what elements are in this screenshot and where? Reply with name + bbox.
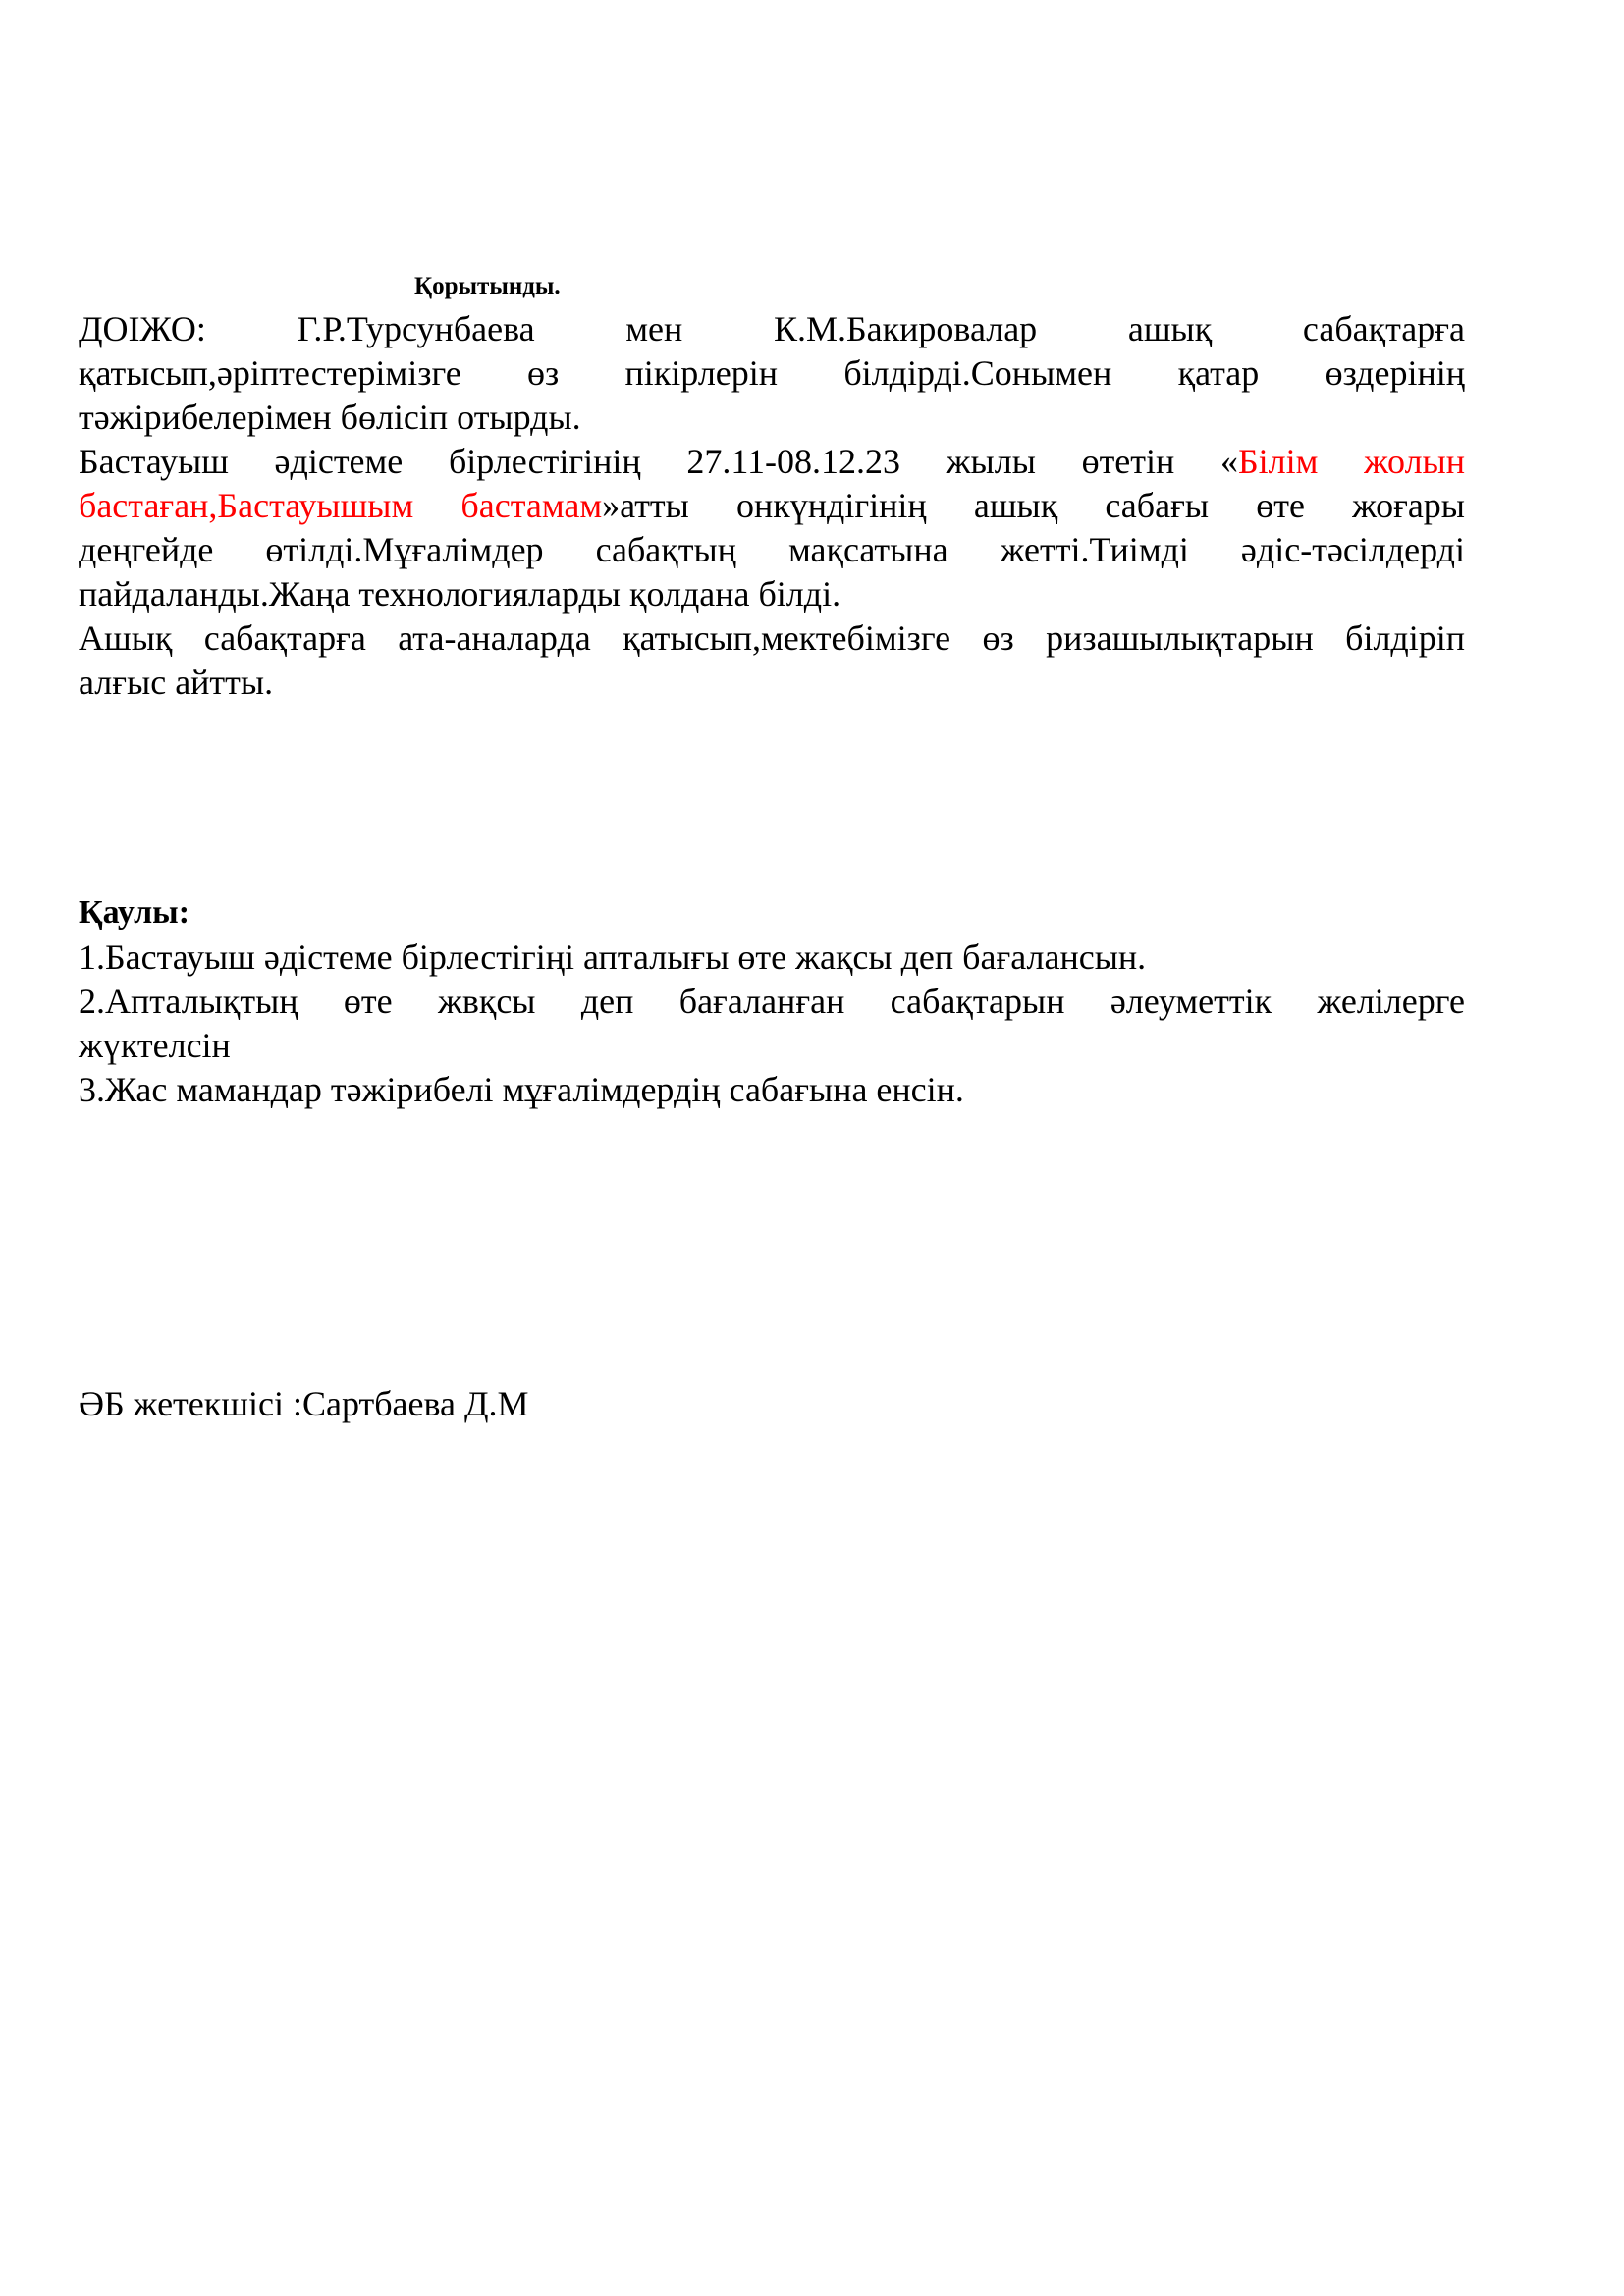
conclusion-title: Қорытынды. xyxy=(414,273,561,299)
signature-line: ӘБ жетекшісі :Сартбаева Д.М xyxy=(79,1384,529,1423)
paragraph-2-line-2 xyxy=(79,484,1465,528)
decision-title: Қаулы: xyxy=(79,894,190,931)
paragraph-1-line-2: қатысып,әріптестерімізге өз пікірлерін білдірді.Сонымен қатар өздерінің xyxy=(79,353,1465,393)
paragraph-2-line-1 xyxy=(79,440,1465,484)
paragraph-2-line-4: пайдаланды.Жаңа технологияларды қолдана білді. xyxy=(79,574,841,614)
decision-item-1: 1.Бастауыш әдістеме бірлестігіңі апталығы өте жақсы деп бағалансын. xyxy=(79,937,1147,977)
paragraph-2-line-1-text: Бастауыш әдістеме бірлестігінің 27.11-08.12.23 жылы өтетін « xyxy=(79,442,1238,481)
paragraph-1-line-1: ДОІЖО: Г.Р.Турсунбаева мен К.М.Бакировалар ашық сабақтарға xyxy=(79,309,1465,348)
paragraph-1-line-3: тәжірибелерімен бөлісіп отырды. xyxy=(79,398,581,437)
event-title-part-1: Білім жолын xyxy=(1237,442,1465,481)
decision-item-2-line-1: 2.Апталықтың өте жвқсы деп бағаланған сабақтарын әлеуметтік желілерге xyxy=(79,982,1465,1021)
paragraph-2-line-2-text: »атты онкүндігінің ашық сабағы өте жоғары xyxy=(602,486,1465,525)
paragraph-3-line-2: алғыс айтты. xyxy=(79,663,274,702)
decision-item-3: 3.Жас мамандар тәжірибелі мұғалімдердің сабағына енсін. xyxy=(79,1070,964,1109)
paragraph-3-line-1: Ашық сабақтарға ата-аналарда қатысып,мектебімізге өз ризашылықтарын білдіріп xyxy=(79,618,1465,658)
event-title-part-2: бастаған,Бастауышым бастамам xyxy=(79,486,603,525)
decision-item-2-line-2: жүктелсін xyxy=(79,1026,231,1065)
paragraph-2-line-3: деңгейде өтілді.Мұғалімдер сабақтың мақсатына жетті.Тиімді әдіс-тәсілдерді xyxy=(79,530,1465,569)
